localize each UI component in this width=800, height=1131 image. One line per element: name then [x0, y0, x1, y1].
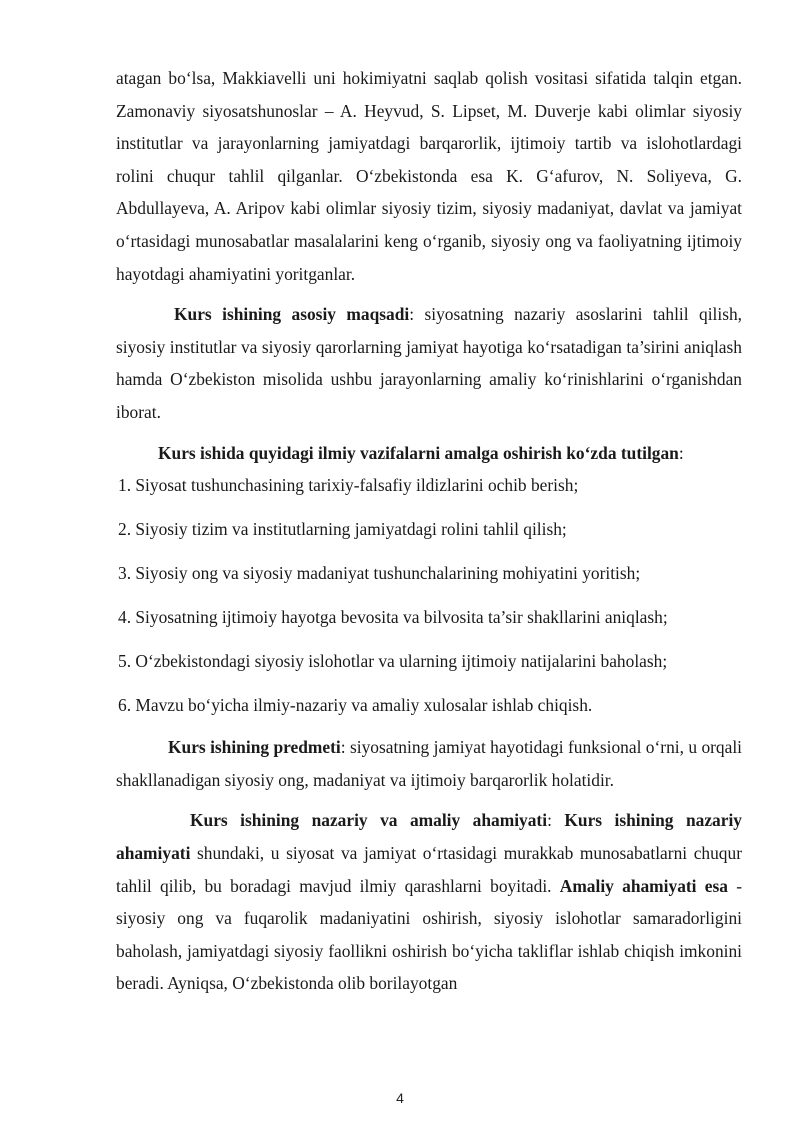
significance-paragraph — [116, 804, 742, 1000]
goal-text: : siyosatning nazariy asoslarini tahlil qilish, siyosiy institutlar va siyosiy qarorlarning jamiyat hayotiga ko‘rsatadigan ta’sirini aniqlash hamda O‘zbekiston misolida ushbu jarayonlarning amaliy ko‘rinishlarini o‘rganishdan iborat. — [116, 304, 743, 422]
significance-colon: : — [547, 810, 565, 831]
task-item: 6. Mavzu bo‘yicha ilmiy-nazariy va amaliy xulosalar ishlab chiqish. — [118, 695, 593, 716]
task-item: 3. Siyosiy ong va siyosiy madaniyat tushunchalarining mohiyatini yoritish; — [118, 563, 641, 584]
page-number: 4 — [396, 1090, 404, 1106]
task-item: 5. O‘zbekistondagi siyosiy islohotlar va ularning ijtimoiy natijalarini baholash; — [118, 651, 668, 672]
task-item: 1. Siyosat tushunchasining tarixiy-falsafiy ildizlarini ochib berish; — [118, 475, 579, 496]
subject-paragraph — [116, 731, 742, 796]
tasks-heading-text: Kurs ishida quyidagi ilmiy vazifalarni amalga oshirish ko‘zda tutilgan — [158, 442, 679, 463]
task-item: 4. Siyosatning ijtimoiy hayotga bevosita va bilvosita ta’sir shakllarini aniqlash; — [118, 607, 668, 628]
task-item: 2. Siyosiy tizim va institutlarning jamiyatdagi rolini tahlil qilish; — [118, 519, 567, 540]
practical-label: Amaliy ahamiyati esa — [559, 875, 728, 896]
subject-label: Kurs ishining predmeti — [168, 737, 341, 758]
document-page — [116, 62, 742, 1000]
tasks-heading-colon: : — [678, 442, 684, 463]
tasks-heading — [116, 437, 742, 470]
goal-paragraph — [116, 298, 742, 428]
tasks-list — [116, 473, 742, 717]
subject-text: : siyosatning jamiyat hayotidagi funksional o‘rni, u orqali shakllanadigan siyosiy ong, madaniyat va ijtimoiy barqarorlik holatidir. — [116, 737, 743, 790]
goal-label: Kurs ishining asosiy maqsadi — [174, 304, 410, 325]
theoretical-text: shundaki, u siyosat va jamiyat o‘rtasidagi murakkab munosabatlarni chuqur tahlil qilib, bu boradagi mavjud ilmiy qarashlarni boyitadi. — [116, 842, 742, 896]
practical-text: - siyosiy ong va fuqarolik madaniyatini oshirish, siyosiy islohotlar samaradorligini baholash, jamiyatdagi siyosiy faollikni oshirish bo‘yicha takliflar ishlab chiqish imkonini beradi. Ayniqsa, O‘zbekistonda olib borilayotgan — [116, 875, 743, 994]
significance-label: Kurs ishining nazariy va amaliy ahamiyati — [190, 810, 548, 831]
intro-paragraph: atagan bo‘lsa, Makkiavelli uni hokimiyatni saqlab qolish vositasi sifatida talqin etgan. Zamonaviy siyosatshunoslar – A. Heyvud, S. Lipset, M. Duverje kabi olimlar siyosiy institutlar va jarayonlarning jamiyatdagi barqarorlik, ijtimoiy tartib va islohotlardagi rolini chuqur tahlil qilganlar. O‘zbekistonda esa K. G‘afurov, N. Soliyeva, G. Abdullayeva, A. Aripov kabi olimlar siyosiy tizim, siyosiy madaniyat, davlat va jamiyat o‘rtasidagi munosabatlar masalalarini keng o‘rganib, siyosiy ong va faoliyatning ijtimoiy hayotdagi ahamiyatini yoritganlar. — [116, 68, 742, 284]
theoretical-label: Kurs ishining nazariy ahamiyati — [116, 810, 742, 863]
